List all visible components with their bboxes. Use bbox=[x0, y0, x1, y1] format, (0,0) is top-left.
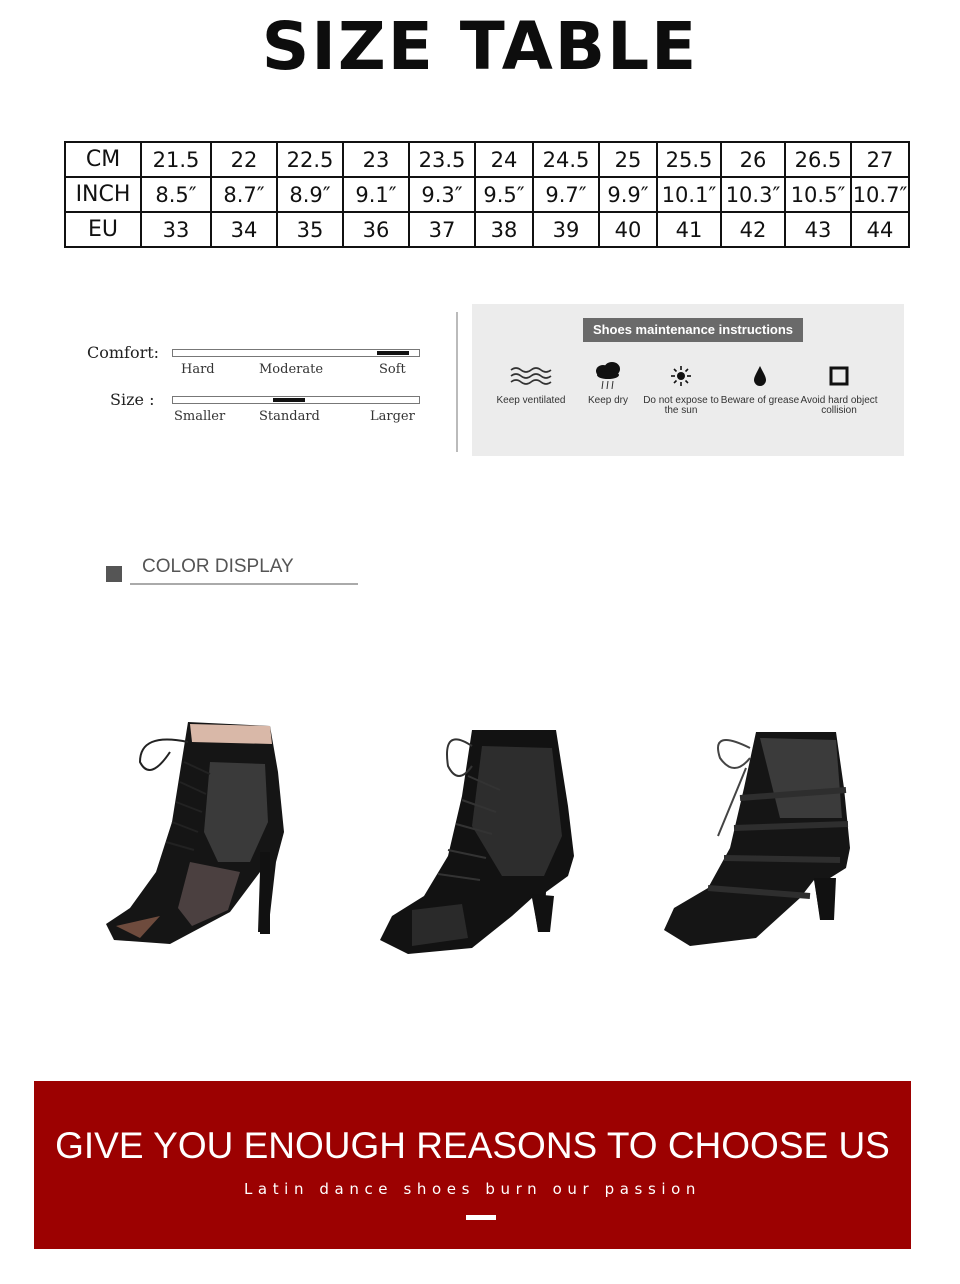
size-cell: 22 bbox=[211, 142, 277, 177]
size-row-eu bbox=[65, 212, 909, 247]
size-cell: 9.1″ bbox=[343, 177, 409, 212]
size-cell: 37 bbox=[409, 212, 475, 247]
size-cell: 9.7″ bbox=[533, 177, 599, 212]
comfort-scale-hard: Hard bbox=[181, 362, 215, 377]
comfort-label: Comfort: bbox=[87, 343, 160, 362]
product-image-shoe-1[interactable] bbox=[100, 712, 300, 952]
banner-divider bbox=[466, 1215, 496, 1220]
size-cell: 43 bbox=[785, 212, 851, 247]
size-cell: 38 bbox=[475, 212, 533, 247]
size-cell: 24 bbox=[475, 142, 533, 177]
size-cell: 39 bbox=[533, 212, 599, 247]
size-cell: 27 bbox=[851, 142, 909, 177]
maintenance-item-dry: Keep dry bbox=[563, 362, 653, 406]
maintenance-item-grease: Beware of grease bbox=[715, 362, 805, 406]
maintenance-item-ventilated: Keep ventilated bbox=[486, 362, 576, 406]
size-cell: 10.3″ bbox=[721, 177, 785, 212]
size-cell: 40 bbox=[599, 212, 657, 247]
promo-banner bbox=[34, 1081, 911, 1249]
row-header: CM bbox=[65, 142, 141, 177]
section-marker-icon bbox=[106, 566, 122, 582]
size-cell: 26.5 bbox=[785, 142, 851, 177]
comfort-scale-bar bbox=[172, 349, 420, 357]
size-cell: 10.7″ bbox=[851, 177, 909, 212]
size-cell: 9.5″ bbox=[475, 177, 533, 212]
size-table bbox=[64, 141, 910, 248]
size-cell: 10.1″ bbox=[657, 177, 721, 212]
size-cell: 44 bbox=[851, 212, 909, 247]
comfort-level-marker bbox=[377, 351, 409, 355]
size-cell: 24.5 bbox=[533, 142, 599, 177]
maintenance-item-collision: Avoid hard object collision bbox=[794, 362, 884, 416]
size-cell: 21.5 bbox=[141, 142, 211, 177]
size-cell: 22.5 bbox=[277, 142, 343, 177]
maintenance-panel bbox=[472, 304, 904, 456]
product-image-shoe-2[interactable] bbox=[372, 726, 582, 958]
size-scale-larger: Larger bbox=[370, 409, 415, 424]
size-cell: 26 bbox=[721, 142, 785, 177]
drop-icon bbox=[715, 362, 805, 390]
product-image-shoe-3[interactable] bbox=[660, 728, 870, 950]
size-cell: 9.3″ bbox=[409, 177, 475, 212]
size-cell: 23.5 bbox=[409, 142, 475, 177]
sun-icon bbox=[636, 362, 726, 390]
page-title: SIZE TABLE bbox=[261, 8, 699, 85]
maintenance-title: Shoes maintenance instructions bbox=[583, 318, 803, 342]
size-cell: 10.5″ bbox=[785, 177, 851, 212]
size-cell: 8.7″ bbox=[211, 177, 277, 212]
size-cell: 36 bbox=[343, 212, 409, 247]
comfort-scale-soft: Soft bbox=[379, 362, 406, 377]
section-divider bbox=[456, 312, 458, 452]
size-fit-label: Size : bbox=[110, 390, 155, 409]
size-cell: 25.5 bbox=[657, 142, 721, 177]
size-scale-smaller: Smaller bbox=[174, 409, 226, 424]
size-cell: 8.9″ bbox=[277, 177, 343, 212]
size-row-inch bbox=[65, 177, 909, 212]
size-cell: 41 bbox=[657, 212, 721, 247]
color-display-heading: COLOR DISPLAY bbox=[142, 556, 294, 577]
size-cell: 34 bbox=[211, 212, 277, 247]
size-cell: 23 bbox=[343, 142, 409, 177]
size-cell: 35 bbox=[277, 212, 343, 247]
size-fit-level-marker bbox=[273, 398, 305, 402]
size-cell: 33 bbox=[141, 212, 211, 247]
row-header: INCH bbox=[65, 177, 141, 212]
size-cell: 42 bbox=[721, 212, 785, 247]
size-scale-standard: Standard bbox=[259, 409, 320, 424]
maintenance-item-sun: Do not expose to the sun bbox=[636, 362, 726, 416]
heading-underline bbox=[130, 583, 358, 585]
size-fit-scale-bar bbox=[172, 396, 420, 404]
size-row-cm bbox=[65, 142, 909, 177]
size-cell: 9.9″ bbox=[599, 177, 657, 212]
square-icon bbox=[794, 362, 884, 390]
banner-title: GIVE YOU ENOUGH REASONS TO CHOOSE US bbox=[55, 1125, 890, 1166]
size-cell: 8.5″ bbox=[141, 177, 211, 212]
comfort-scale-moderate: Moderate bbox=[259, 362, 324, 377]
row-header: EU bbox=[65, 212, 141, 247]
banner-subtitle: Latin dance shoes burn our passion bbox=[243, 1180, 702, 1198]
size-cell: 25 bbox=[599, 142, 657, 177]
